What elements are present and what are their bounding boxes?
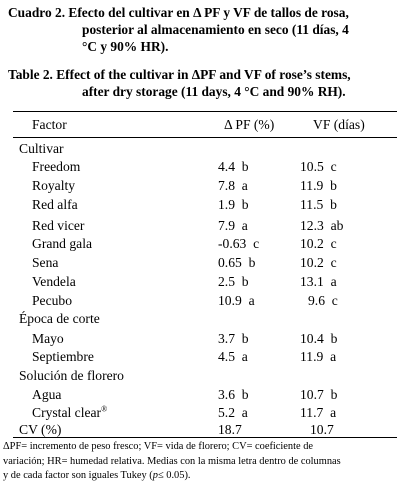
table-row <box>0 329 408 348</box>
row-label: Grand gala <box>32 236 93 251</box>
table-row <box>0 195 408 214</box>
row-vf: 10.4 b <box>300 331 338 346</box>
row-label: Vendela <box>32 274 76 289</box>
table-row <box>0 216 408 235</box>
row-vf: 9.6 c <box>308 293 338 308</box>
row-label: Red vicer <box>32 218 85 233</box>
header-factor: Factor <box>32 117 67 132</box>
row-delta-pf: -0.63 c <box>218 236 260 251</box>
table-header-rule <box>13 137 397 138</box>
row-label: Sena <box>32 255 59 270</box>
table-row <box>0 385 408 404</box>
section-title: Cultivar <box>19 141 64 156</box>
caption-es-line-3: °C y 90% HR). <box>82 39 169 54</box>
section-title: Época de corte <box>19 311 100 326</box>
row-label: Agua <box>32 387 62 402</box>
table-row <box>0 347 408 366</box>
row-label: Freedom <box>32 159 81 174</box>
caption-en-line-1: Table 2. Effect of the cultivar in ΔPF and VF of rose’s stems, <box>8 67 351 82</box>
row-label: Pecubo <box>32 293 73 308</box>
row-vf: 10.2 c <box>300 255 337 270</box>
row-delta-pf: 1.9 b <box>218 197 249 212</box>
footnote-line-3 <box>3 469 405 484</box>
footnote-line-3-suffix: ≤ 0.05). <box>157 470 191 481</box>
table-top-rule <box>13 111 397 112</box>
footnote-line-2: variación; HR= humedad relativa. Medias con la misma letra dentro de columnas <box>3 455 341 467</box>
table-row <box>0 272 408 291</box>
cv-vf: 10.7 <box>310 422 334 437</box>
row-label: Septiembre <box>32 349 94 364</box>
row-label: Royalty <box>32 178 76 193</box>
row-vf: 13.1 a <box>300 274 337 289</box>
row-vf: 12.3 ab <box>300 218 344 233</box>
section-title: Solución de florero <box>19 368 124 383</box>
row-label: Mayo <box>32 331 64 346</box>
row-delta-pf: 4.4 b <box>218 159 249 174</box>
row-vf: 10.2 c <box>300 236 337 251</box>
row-label: Crystal clear <box>32 405 102 420</box>
footnote-line-3-prefix: y de cada factor son iguales Tukey ( <box>3 470 153 481</box>
table-row <box>0 157 408 176</box>
row-vf: 11.9 b <box>300 178 337 193</box>
row-vf: 11.7 a <box>300 405 337 420</box>
row-delta-pf: 7.9 a <box>218 218 248 233</box>
registered-mark: ® <box>101 404 108 414</box>
table-footnote <box>3 440 405 484</box>
caption-spanish <box>8 4 402 55</box>
footnote-p-symbol: p <box>152 470 158 481</box>
row-delta-pf: 4.5 a <box>218 349 248 364</box>
section-title-row <box>0 366 408 385</box>
footnote-line-1: ΔPF= incremento de peso fresco; VF= vida de florero; CV= coeficiente de <box>3 441 314 452</box>
section-title-row <box>0 139 408 158</box>
table-row <box>0 291 408 310</box>
row-vf: 11.5 b <box>300 197 337 212</box>
row-delta-pf: 3.6 b <box>218 387 249 402</box>
row-vf: 10.5 c <box>300 159 337 174</box>
caption-es-line-1: Cuadro 2. Efecto del cultivar en Δ PF y VF de tallos de rosa, <box>8 5 349 20</box>
row-delta-pf: 3.7 b <box>218 331 249 346</box>
section-title-row <box>0 309 408 328</box>
header-delta-pf: Δ PF (%) <box>224 117 275 132</box>
table-row <box>0 253 408 272</box>
caption-english <box>8 66 402 100</box>
table-row <box>0 234 408 253</box>
caption-en-line-2: after dry storage (11 days, 4 °C and 90% RH). <box>82 84 346 99</box>
table-header-row <box>0 115 408 134</box>
row-delta-pf: 10.9 a <box>218 293 255 308</box>
table-row <box>0 176 408 195</box>
table-bottom-rule <box>13 437 397 438</box>
row-delta-pf: 0.65 b <box>218 255 256 270</box>
row-vf: 11.9 a <box>300 349 337 364</box>
row-delta-pf: 7.8 a <box>218 178 248 193</box>
cv-label: CV (%) <box>19 422 62 437</box>
cv-delta-pf: 18.7 <box>218 422 242 437</box>
row-vf: 10.7 b <box>300 387 338 402</box>
header-vf: VF (días) <box>313 117 365 132</box>
row-delta-pf: 2.5 b <box>218 274 249 289</box>
row-delta-pf: 5.2 a <box>218 405 248 420</box>
caption-es-line-2: posterior al almacenamiento en seco (11 días, 4 <box>82 22 349 37</box>
row-label: Red alfa <box>32 197 78 212</box>
